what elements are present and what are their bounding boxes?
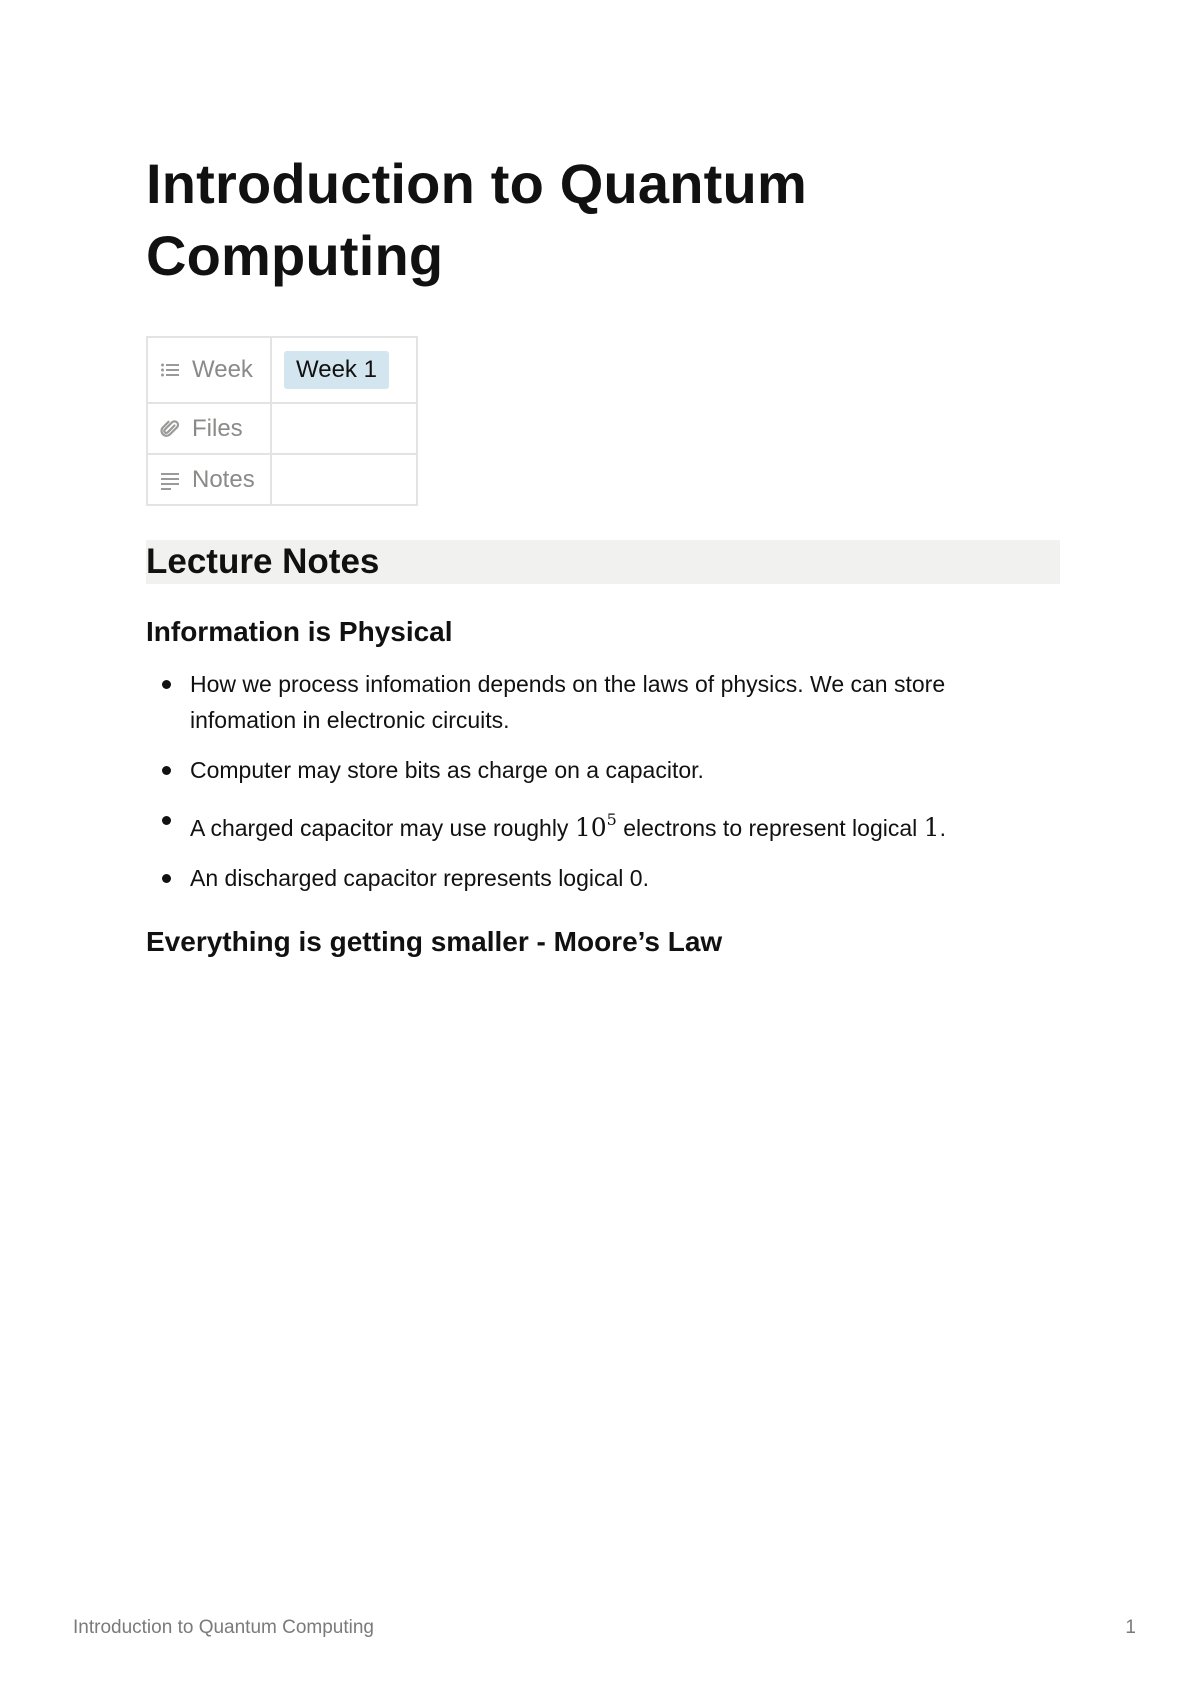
bullet-list: [146, 666, 1006, 910]
property-value-files[interactable]: [271, 403, 417, 454]
paperclip-icon: [160, 419, 180, 439]
information-physical-heading: Information is Physical: [146, 616, 453, 647]
text-lines-icon: [160, 470, 180, 490]
property-label-files: Files: [192, 414, 243, 442]
bullet-icon: [162, 680, 171, 689]
property-row-files: [147, 403, 417, 454]
property-key-files: [147, 403, 271, 454]
bullet-icon: [162, 766, 171, 775]
moores-law-heading: Everything is getting smaller - Moore’s Law: [146, 926, 723, 957]
page-title: Introduction to Quantum Computing: [146, 152, 807, 287]
property-label-week: Week: [192, 356, 253, 383]
property-key-week: [147, 337, 271, 403]
property-value-week[interactable]: [271, 337, 417, 403]
property-key-notes: [147, 454, 271, 505]
property-row-notes: [147, 454, 417, 505]
math-one: 1: [923, 813, 940, 842]
footer-title: Introduction to Quantum Computing: [73, 1617, 375, 1638]
bullet-icon: [162, 874, 171, 883]
bullet-icon: [162, 816, 171, 825]
math-power: $10^5$: [574, 810, 617, 842]
list-item: A charged capacitor may use roughly $10^5$ electrons to represent logical 1.: [146, 802, 1006, 846]
properties-table: [146, 336, 418, 506]
list-item: An discharged capacitor represents logical 0.: [146, 860, 1006, 896]
list-item: How we process infomation depends on the laws of physics. We can store infomation in electronic circuits.: [146, 666, 1006, 738]
list-icon: [160, 360, 180, 380]
week-tag[interactable]: Week 1: [284, 351, 389, 389]
property-value-notes[interactable]: [271, 454, 417, 505]
lecture-notes-heading: Lecture Notes: [146, 540, 1060, 584]
list-item: Computer may store bits as charge on a capacitor.: [146, 752, 1006, 788]
property-label-notes: Notes: [192, 465, 255, 493]
footer-page-number: 1: [1125, 1617, 1136, 1638]
property-row-week: [147, 337, 417, 403]
